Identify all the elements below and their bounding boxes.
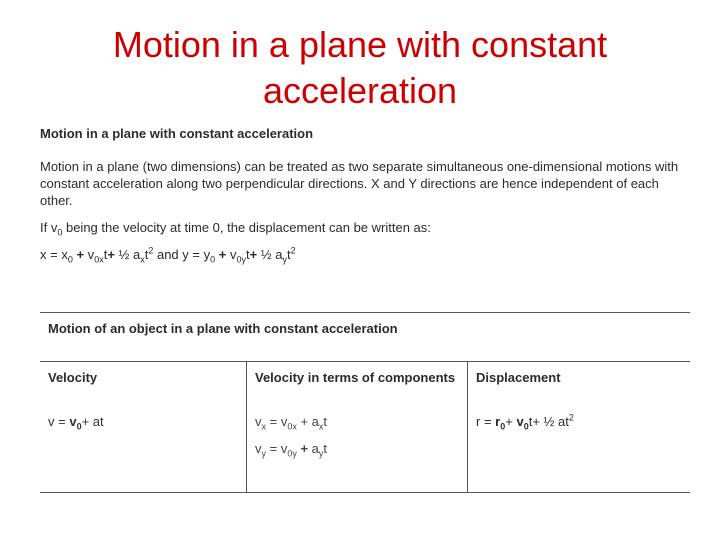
table-row bbox=[40, 406, 690, 493]
header-displacement: Displacement bbox=[468, 362, 691, 407]
components-formula bbox=[247, 406, 468, 493]
document-heading: Motion in a plane with constant acceleration bbox=[40, 126, 314, 141]
table-caption-row bbox=[40, 313, 690, 362]
slide-title: Motion in a plane with constant acceleration bbox=[112, 24, 608, 111]
table-header-row bbox=[40, 362, 690, 407]
vy-formula: $v_y = v_{0y} + a_yt$ bbox=[255, 441, 328, 459]
document-section bbox=[40, 125, 690, 263]
velocity-intro-suffix: being the velocity at time 0, the displacement can be written as: bbox=[62, 220, 431, 235]
vx-formula: $v_x = v_{0x} + a_xt$ bbox=[255, 414, 328, 432]
header-velocity: Velocity bbox=[48, 370, 98, 385]
velocity-formula: $v = v_0+$ at bbox=[40, 406, 247, 493]
velocity-intro bbox=[40, 219, 690, 236]
velocity-intro-prefix: If v bbox=[40, 220, 58, 235]
intro-paragraph: Motion in a plane (two dimensions) can be treated as two separate simultaneous one-dimensional motions with constant acceleration along two perpendicular directions. X and Y directions are hence independent of each other. bbox=[40, 159, 679, 208]
displacement-formula-cell: $r = r_0+ v_0t+$ ½ $at^2$ bbox=[468, 406, 691, 493]
displacement-formula: $x = x_0 + v_{0x}t+$ ½ $a_xt^2$ and $y = y_0 + v_{0y}t+$ ½ $a_yt^2$ bbox=[40, 245, 296, 265]
header-components: Velocity in terms of components bbox=[247, 362, 468, 407]
table-caption: Motion of an object in a plane with constant acceleration bbox=[40, 313, 690, 362]
motion-table bbox=[40, 312, 690, 493]
velocity-intro-sub: 0 bbox=[57, 227, 63, 238]
